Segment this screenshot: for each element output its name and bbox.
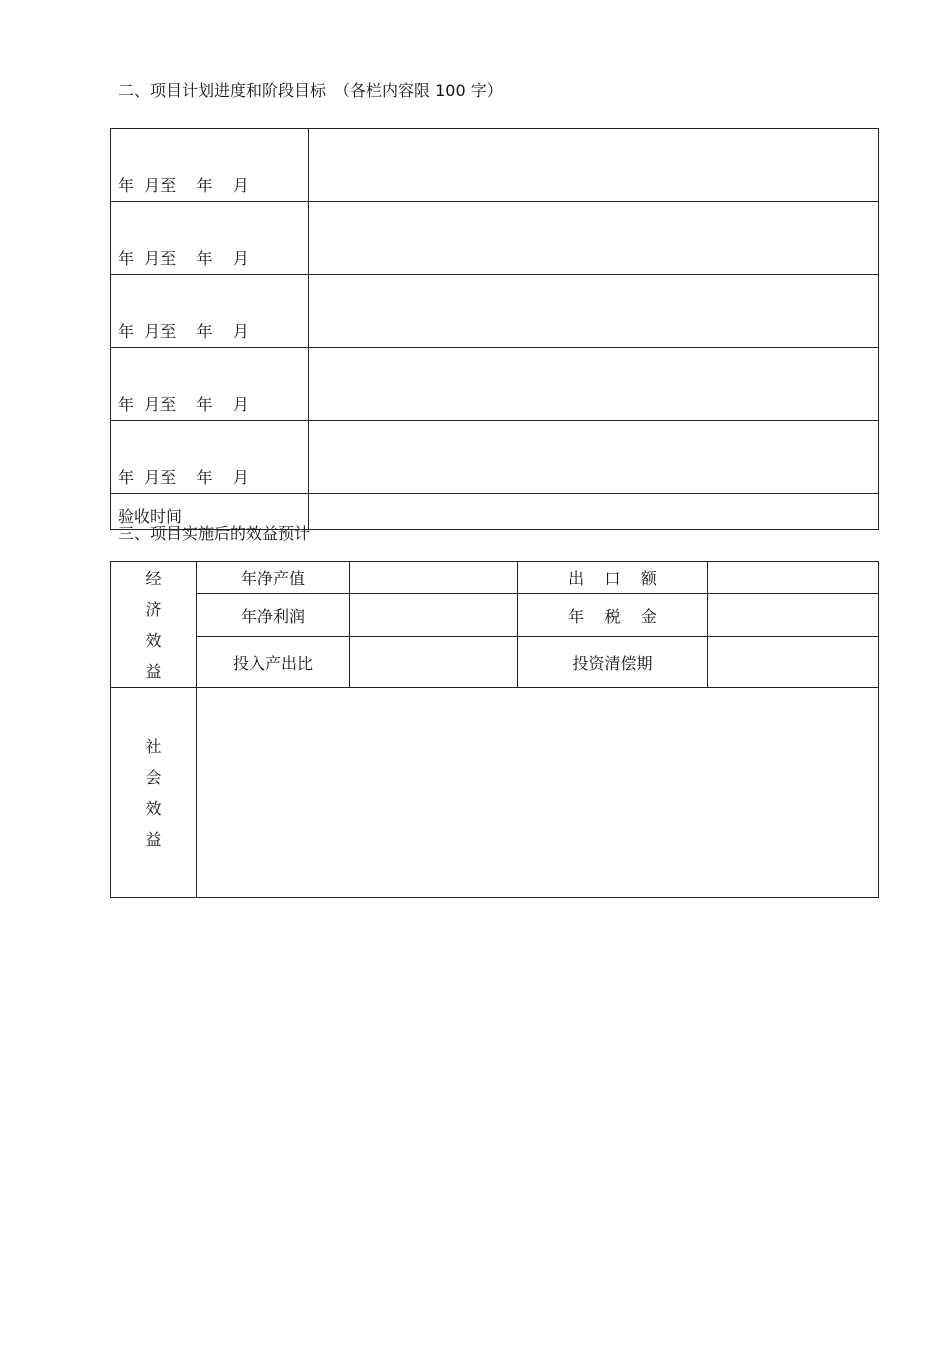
annual-tax-value[interactable] [708, 594, 879, 637]
benefit-row [111, 594, 879, 637]
period-label: 年 月至 年 月 [118, 322, 249, 341]
period-label: 年 月至 年 月 [118, 395, 249, 414]
period-content-cell[interactable] [309, 275, 879, 348]
benefit-row [111, 637, 879, 688]
period-label: 年 月至 年 月 [118, 249, 249, 268]
social-benefit-content[interactable] [197, 688, 879, 898]
period-content-cell[interactable] [309, 129, 879, 202]
economic-benefit-label: 经济效益 [145, 568, 162, 681]
schedule-row [111, 202, 879, 275]
period-label-cell [111, 202, 309, 275]
period-label-cell [111, 421, 309, 494]
economic-benefit-label-cell [111, 562, 197, 688]
social-benefit-label: 社会效益 [145, 736, 162, 849]
period-content-cell[interactable] [309, 202, 879, 275]
payback-period-value[interactable] [708, 637, 879, 688]
schedule-table [110, 128, 879, 530]
net-profit-value[interactable] [350, 594, 518, 637]
net-output-value[interactable] [350, 562, 518, 594]
schedule-row [111, 421, 879, 494]
schedule-row [111, 275, 879, 348]
period-label-cell [111, 275, 309, 348]
net-output-label: 年净产值 [197, 562, 350, 594]
benefit-row [111, 562, 879, 594]
section-3-title: 三、项目实施后的效益预计 [118, 524, 311, 543]
schedule-row [111, 348, 879, 421]
social-benefit-label-cell [111, 688, 197, 898]
export-amount-value[interactable] [708, 562, 879, 594]
period-content-cell[interactable] [309, 421, 879, 494]
export-amount-label: 出 口 额 [518, 562, 708, 594]
schedule-row [111, 129, 879, 202]
period-label-cell [111, 348, 309, 421]
annual-tax-label: 年 税 金 [518, 594, 708, 637]
net-profit-label: 年净利润 [197, 594, 350, 637]
period-label: 年 月至 年 月 [118, 468, 249, 487]
input-output-ratio-value[interactable] [350, 637, 518, 688]
acceptance-content-cell[interactable] [309, 494, 879, 530]
social-benefit-row [111, 688, 879, 898]
period-label: 年 月至 年 月 [118, 176, 249, 195]
period-label-cell [111, 129, 309, 202]
period-content-cell[interactable] [309, 348, 879, 421]
benefit-table [110, 561, 879, 898]
input-output-ratio-label: 投入产出比 [197, 637, 350, 688]
section-2-title: 二、项目计划进度和阶段目标 （各栏内容限 100 字） [118, 81, 503, 100]
payback-period-label: 投资清偿期 [518, 637, 708, 688]
acceptance-label: 验收时间 [111, 494, 309, 530]
